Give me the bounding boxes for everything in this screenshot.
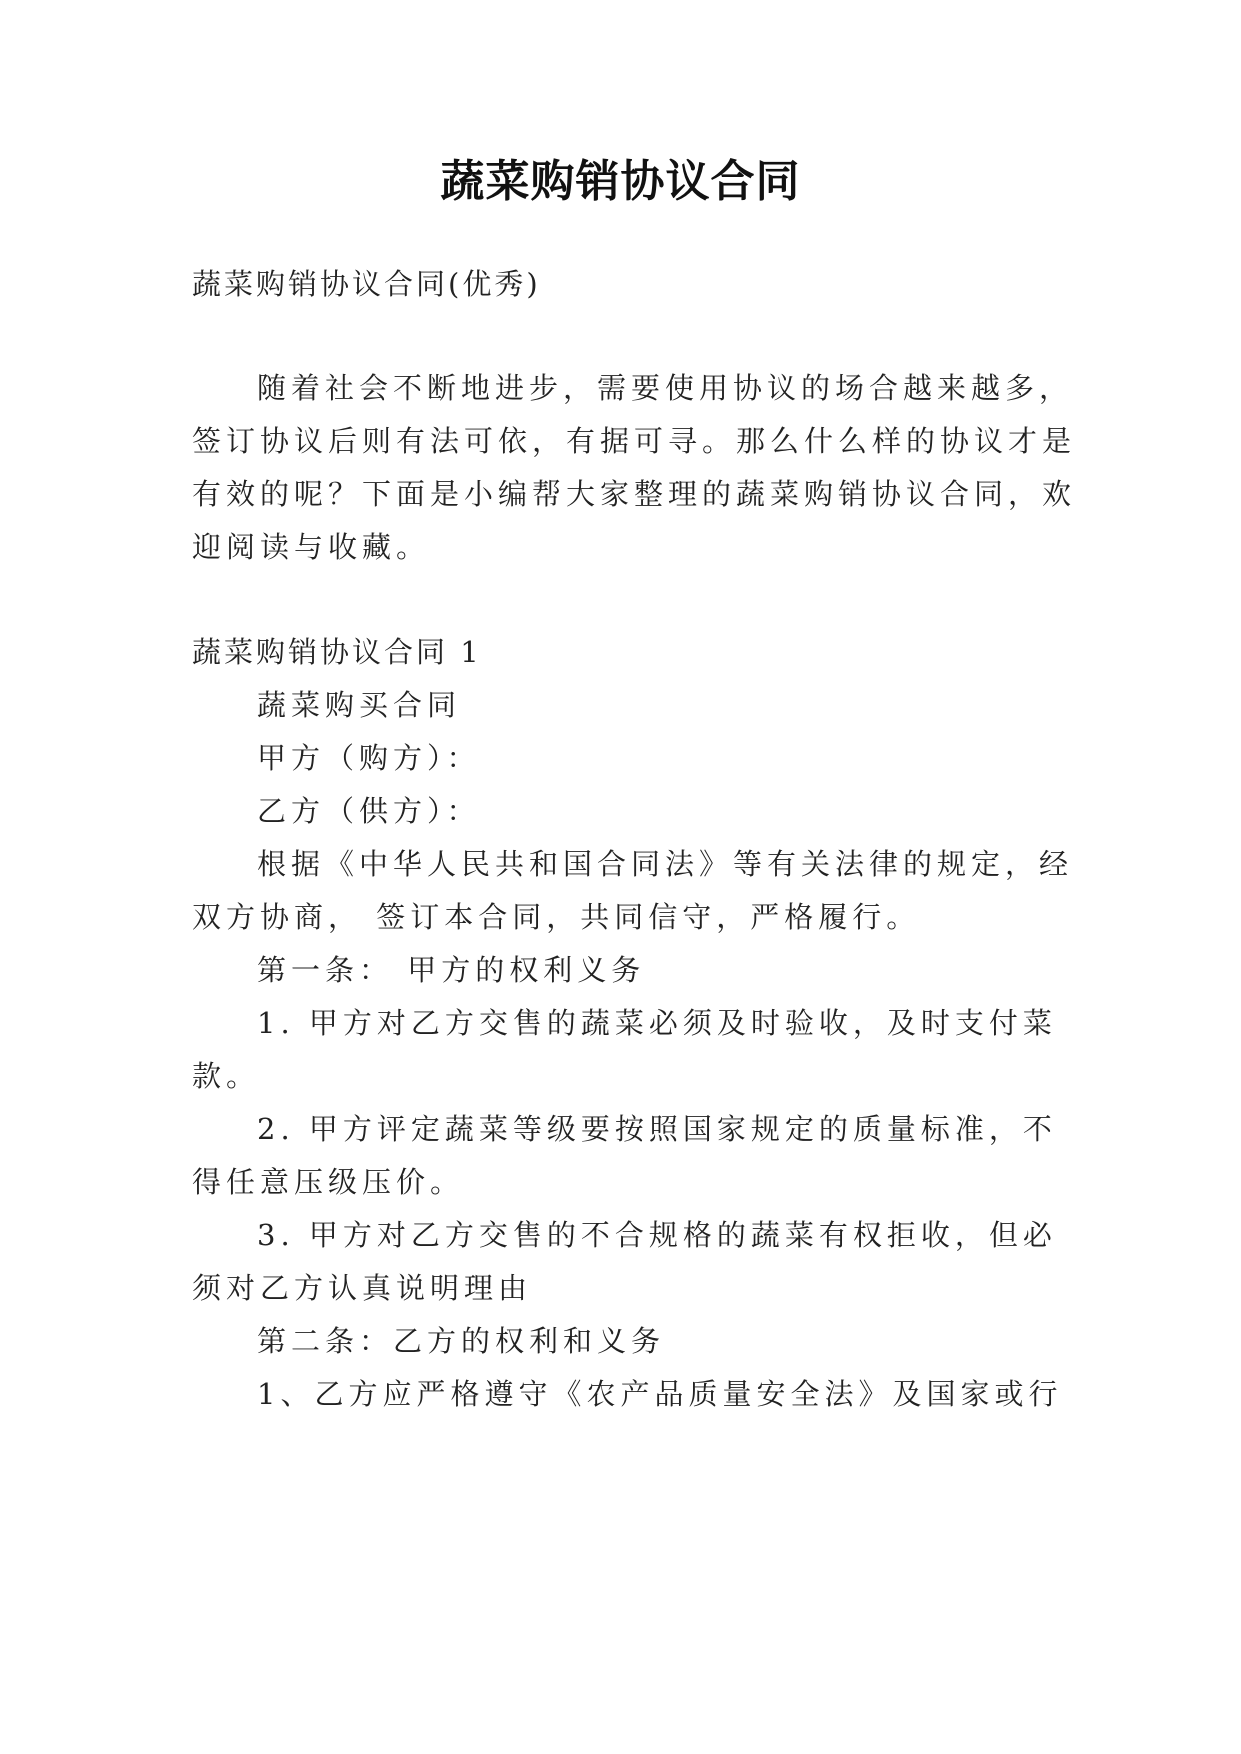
- intro-line-4: 迎阅读与收藏。: [192, 530, 431, 564]
- article1-item2-line2: 得任意压级压价。: [192, 1165, 465, 1199]
- intro-line-3: 有效的呢？下面是小编帮大家整理的蔬菜购销协议合同，欢: [192, 477, 1077, 511]
- article1-heading: 第一条： 甲方的权利义务: [257, 953, 646, 987]
- contract-title: 蔬菜购买合同: [257, 688, 462, 722]
- article2-heading: 第二条：乙方的权利和义务: [257, 1324, 666, 1358]
- article2-item1-line1: 1、乙方应严格遵守《农产品质量安全法》及国家或行: [257, 1377, 1063, 1411]
- article1-item2-line1: 2. 甲方评定蔬菜等级要按照国家规定的质量标准，不: [257, 1112, 1057, 1146]
- preamble-line-2: 双方协商， 签订本合同，共同信守，严格履行。: [192, 900, 921, 934]
- party-a-label: 甲方（购方）：: [257, 741, 481, 775]
- party-b-label: 乙方（供方）：: [257, 794, 481, 828]
- article1-item1-line1: 1. 甲方对乙方交售的蔬菜必须及时验收，及时支付菜: [257, 1006, 1057, 1040]
- preamble-line-1: 根据《中华人民共和国合同法》等有关法律的规定，经: [257, 847, 1074, 881]
- document-subtitle: 蔬菜购销协议合同(优秀): [192, 267, 541, 301]
- article1-item1-line2: 款。: [192, 1059, 261, 1093]
- article1-item3-line2: 须对乙方认真说明理由: [192, 1271, 533, 1305]
- intro-line-1: 随着社会不断地进步，需要使用协议的场合越来越多，: [257, 371, 1074, 405]
- intro-line-2: 签订协议后则有法可依，有据可寻。那么什么样的协议才是: [192, 424, 1077, 458]
- section-heading: 蔬菜购销协议合同 1: [192, 635, 482, 669]
- article1-item3-line1: 3. 甲方对乙方交售的不合规格的蔬菜有权拒收，但必: [257, 1218, 1057, 1252]
- document-title: 蔬菜购销协议合同: [440, 156, 801, 207]
